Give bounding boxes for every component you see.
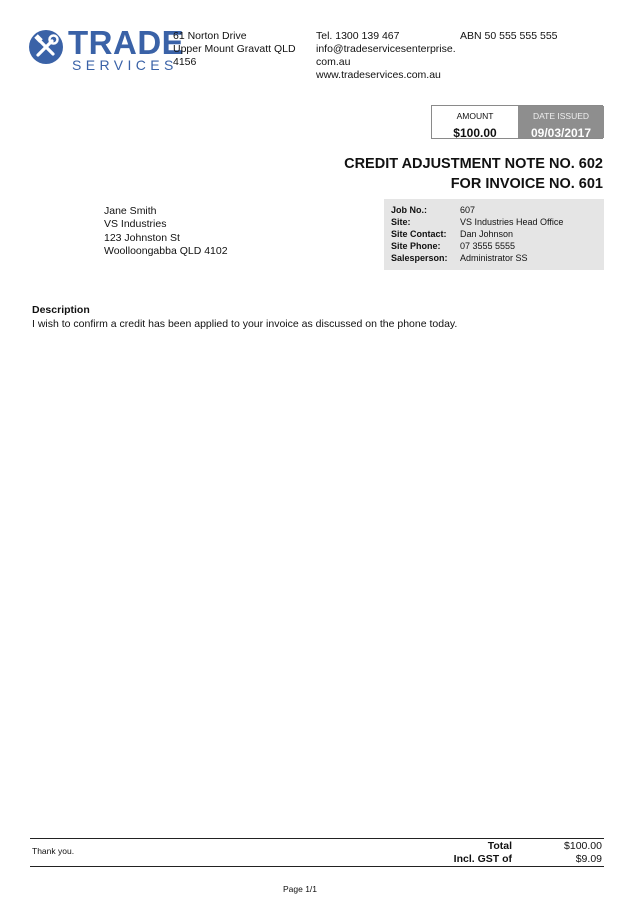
total-row: [420, 840, 604, 853]
title-line2: FOR INVOICE NO. 601: [450, 176, 603, 192]
address-line: Upper Mount Gravatt QLD: [173, 43, 296, 55]
description-text: I wish to confirm a credit has been applied to your invoice as discussed on the phone today.: [32, 318, 458, 330]
description-heading: Description: [32, 304, 90, 316]
company-email-line1: info@tradeservicesenterprise.: [316, 43, 456, 55]
job-row-value: VS Industries Head Office: [460, 217, 564, 227]
job-row-label: Job No.:: [391, 205, 427, 215]
gst-row: [420, 853, 604, 866]
logo-trade-text: TRADE: [68, 24, 185, 61]
company-website[interactable]: www.tradeservices.com.au: [316, 69, 441, 81]
job-row-label: Salesperson:: [391, 253, 448, 263]
bill-to-line: 123 Johnston St: [104, 231, 180, 244]
company-abn: ABN 50 555 555 555: [460, 30, 558, 42]
job-row: [391, 252, 604, 264]
job-row: [391, 216, 604, 228]
bill-to-line: Woolloongabba QLD 4102: [104, 244, 228, 257]
bill-to-address: [104, 205, 228, 258]
total-value: $100.00: [564, 840, 602, 852]
footer-bottom-divider: [30, 866, 604, 867]
footer-top-divider: [30, 838, 604, 839]
address-line: 61 Norton Drive: [173, 30, 247, 42]
job-row-label: Site Contact:: [391, 229, 447, 239]
company-phone: Tel. 1300 139 467: [316, 30, 400, 42]
date-cell: [518, 106, 604, 138]
totals-block: [420, 840, 604, 866]
date-label: DATE ISSUED: [532, 111, 590, 121]
summary-box: [431, 105, 603, 139]
title-line1: CREDIT ADJUSTMENT NOTE NO. 602: [344, 156, 603, 172]
amount-value: $100.00: [453, 126, 497, 140]
job-details-box: [384, 199, 604, 270]
address-line: 4156: [173, 56, 197, 68]
job-row-label: Site:: [391, 217, 411, 227]
job-row: [391, 204, 604, 216]
amount-cell: [432, 106, 518, 138]
company-email-line2: com.au: [316, 56, 351, 68]
gst-label: Incl. GST of: [453, 853, 512, 865]
date-value: 09/03/2017: [530, 126, 592, 140]
document-title: [344, 154, 603, 194]
company-email[interactable]: [316, 43, 461, 69]
company-address: [173, 30, 308, 69]
job-row: [391, 228, 604, 240]
job-row-value: Administrator SS: [460, 253, 528, 263]
thank-you-text: Thank you.: [32, 846, 75, 856]
job-row: [391, 240, 604, 252]
bill-to-line: Jane Smith: [104, 205, 157, 217]
logo-services-text: SERVICES: [72, 57, 178, 73]
total-label: Total: [487, 840, 512, 852]
job-row-label: Site Phone:: [391, 241, 441, 251]
job-row-value: 07 3555 5555: [460, 241, 516, 251]
company-contact: [316, 30, 461, 82]
gst-value: $9.09: [575, 853, 602, 865]
amount-label: AMOUNT: [456, 111, 494, 121]
tools-icon: [28, 29, 64, 65]
job-row-value: Dan Johnson: [460, 229, 514, 239]
page-number: Page 1/1: [282, 884, 318, 894]
job-row-value: 607: [460, 205, 476, 215]
bill-to-line: VS Industries: [104, 218, 167, 231]
